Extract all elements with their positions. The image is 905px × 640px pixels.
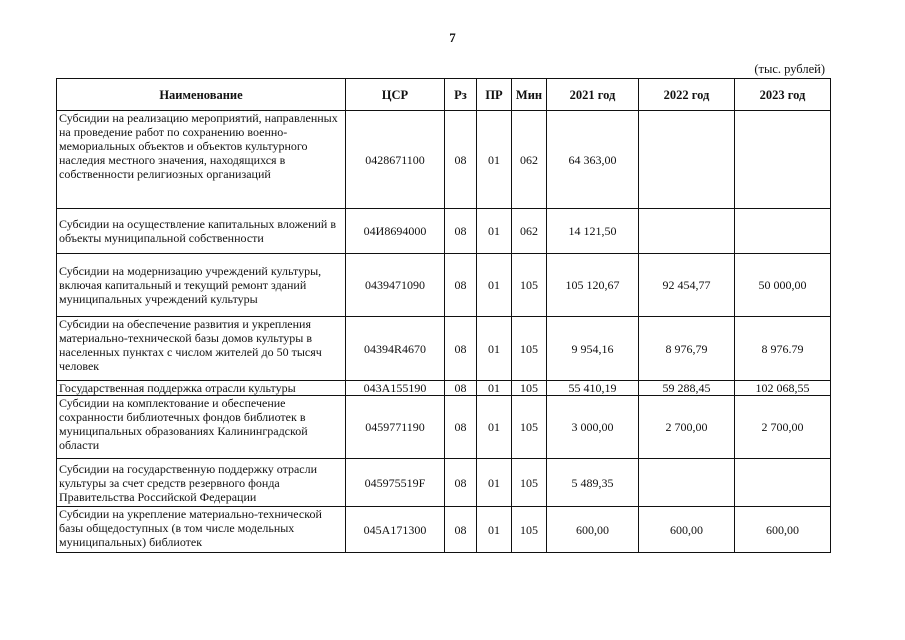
row-2023: 8 976.79 xyxy=(735,317,831,381)
row-name: Субсидии на государственную поддержку отрасли культуры за счет средств резервного фонда Правительства Российской Федерации xyxy=(57,459,346,507)
row-csr: 043A155190 xyxy=(346,381,445,396)
row-pr: 01 xyxy=(477,459,512,507)
row-pr: 01 xyxy=(477,317,512,381)
row-2022: 600,00 xyxy=(639,507,735,553)
row-name: Субсидии на осуществление капитальных вложений в объекты муниципальной собственности xyxy=(57,209,346,254)
row-2022: 59 288,45 xyxy=(639,381,735,396)
row-csr: 0428671100 xyxy=(346,111,445,209)
row-rz: 08 xyxy=(445,507,477,553)
units-label: (тыс. рублей) xyxy=(754,62,825,76)
row-2022 xyxy=(639,459,735,507)
header-csr: ЦСР xyxy=(346,79,445,111)
page-number: 7 xyxy=(449,30,456,45)
header-2021: 2021 год xyxy=(547,79,639,111)
row-2022: 2 700,00 xyxy=(639,396,735,459)
row-2022: 92 454,77 xyxy=(639,254,735,317)
header-pr: ПР xyxy=(477,79,512,111)
row-pr: 01 xyxy=(477,254,512,317)
row-name: Субсидии на укрепление материально-технической базы общедоступных (в том числе модельных муниципальных) библиотек xyxy=(57,507,346,553)
row-pr: 01 xyxy=(477,381,512,396)
table-row xyxy=(57,209,831,254)
header-rz: Рз xyxy=(445,79,477,111)
row-2021: 105 120,67 xyxy=(547,254,639,317)
row-2021: 5 489,35 xyxy=(547,459,639,507)
row-csr: 04394R4670 xyxy=(346,317,445,381)
row-rz: 08 xyxy=(445,317,477,381)
header-min: Мин xyxy=(512,79,547,111)
row-2022 xyxy=(639,209,735,254)
row-min: 062 xyxy=(512,111,547,209)
table-row xyxy=(57,507,831,553)
row-rz: 08 xyxy=(445,111,477,209)
row-rz: 08 xyxy=(445,381,477,396)
row-2022 xyxy=(639,111,735,209)
row-2021: 9 954,16 xyxy=(547,317,639,381)
row-rz: 08 xyxy=(445,209,477,254)
header-name: Наименование xyxy=(57,79,346,111)
row-pr: 01 xyxy=(477,111,512,209)
row-2022: 8 976,79 xyxy=(639,317,735,381)
row-min: 062 xyxy=(512,209,547,254)
row-csr: 0459771190 xyxy=(346,396,445,459)
row-rz: 08 xyxy=(445,396,477,459)
table-row xyxy=(57,396,831,459)
table-row xyxy=(57,381,831,396)
row-min: 105 xyxy=(512,396,547,459)
row-2021: 55 410,19 xyxy=(547,381,639,396)
row-2021: 3 000,00 xyxy=(547,396,639,459)
row-rz: 08 xyxy=(445,459,477,507)
row-csr: 045975519F xyxy=(346,459,445,507)
row-2023: 50 000,00 xyxy=(735,254,831,317)
row-name: Субсидии на обеспечение развития и укрепления материально-технической базы домов культуры в населенных пунктах с числом жителей до 50 тысяч человек xyxy=(57,317,346,381)
row-2021: 64 363,00 xyxy=(547,111,639,209)
row-name: Субсидии на модернизацию учреждений культуры, включая капитальный и текущий ремонт зданий муниципальных учреждений культуры xyxy=(57,254,346,317)
budget-table xyxy=(56,78,831,553)
row-csr: 0439471090 xyxy=(346,254,445,317)
row-pr: 01 xyxy=(477,209,512,254)
row-name: Субсидии на реализацию мероприятий, направленных на проведение работ по сохранению военно-мемориальных объектов и объектов культурного наследия местного значения, находящихся в собственности религиозных организаций xyxy=(57,111,346,209)
row-min: 105 xyxy=(512,507,547,553)
table-row xyxy=(57,317,831,381)
row-2021: 600,00 xyxy=(547,507,639,553)
row-name: Государственная поддержка отрасли культуры xyxy=(57,381,346,396)
row-csr: 04И8694000 xyxy=(346,209,445,254)
row-2023 xyxy=(735,209,831,254)
row-rz: 08 xyxy=(445,254,477,317)
table-row xyxy=(57,111,831,209)
row-2023: 102 068,55 xyxy=(735,381,831,396)
row-pr: 01 xyxy=(477,507,512,553)
row-2023 xyxy=(735,111,831,209)
row-pr: 01 xyxy=(477,396,512,459)
header-2022: 2022 год xyxy=(639,79,735,111)
row-min: 105 xyxy=(512,381,547,396)
row-csr: 045A171300 xyxy=(346,507,445,553)
row-name: Субсидии на комплектование и обеспечение сохранности библиотечных фондов библиотек в муниципальных образованиях Калининградской области xyxy=(57,396,346,459)
row-min: 105 xyxy=(512,317,547,381)
row-min: 105 xyxy=(512,254,547,317)
table-row xyxy=(57,459,831,507)
table-row xyxy=(57,254,831,317)
header-row xyxy=(57,79,831,111)
row-2021: 14 121,50 xyxy=(547,209,639,254)
row-min: 105 xyxy=(512,459,547,507)
row-2023 xyxy=(735,459,831,507)
row-2023: 600,00 xyxy=(735,507,831,553)
header-2023: 2023 год xyxy=(735,79,831,111)
row-2023: 2 700,00 xyxy=(735,396,831,459)
